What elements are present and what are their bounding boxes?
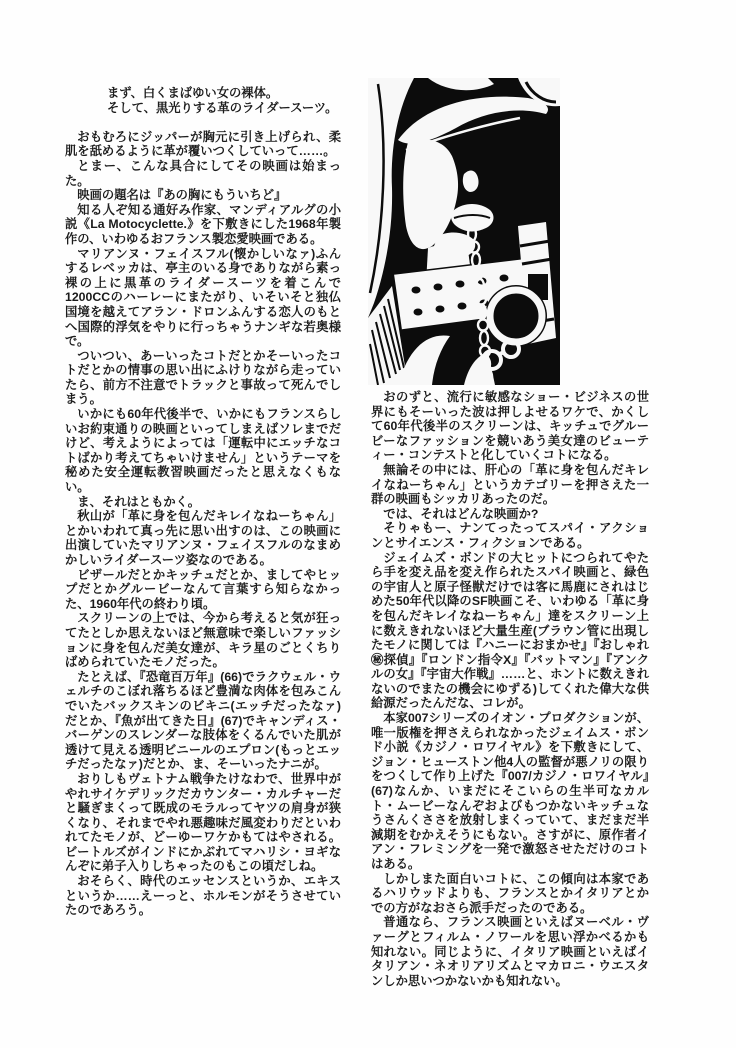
intro-lines <box>107 86 341 115</box>
paragraph: ついつい、あーいったコトだとかそーいったコトだとかの情事の思い出にふけりながら走っていたら、前方不注意でトラックと事故って死んでしまう。 <box>65 348 341 407</box>
paragraph: 知る人ぞ知る通好み作家、マンディアルグの小説《La Motocyclette.》を下敷きにした1968年製作の、いわゆるおフランス製恋愛映画である。 <box>65 202 341 246</box>
paragraph: たとえば、『恐竜百万年』(66)でラクウェル・ウェルチのこぼれ落ちるほど豊満な肉体を包みこんでいたバックスキンのビキニ(エッチだったなァ)だとか、『魚が出てきた日』(67)でキャンディス・バーゲンのスレンダーな肢体をくるんでいた肌が透けて見える透明ビニールのエプロン(もっとエッチだったなァ)だとか、ま、そーいったナニが。 <box>65 669 341 772</box>
paragraph: まず、白くまばゆい女の裸体。 <box>107 86 279 100</box>
paragraph: しかしまた面白いコトに、この傾向は本家であるハリウッドよりも、フランスとかイタリアとかでの方がなおさら派手だったのである。 <box>371 871 649 915</box>
paragraph: 秋山が「革に身を包んだキレイなねーちゃん」とかいわれて真っ先に思い出すのは、この映画に出演していたマリアンヌ・フェイスフルのなまめかしいライダースーツ姿なのである。 <box>65 509 341 567</box>
paragraph: おのずと、流行に敏感なショー・ビジネスの世界にもそーいった波は押しよせるワケで、かくして60年代後半のスクリーンは、キッチュでグルービーなファッションを競いあう美女達のビューティー・コンテストと化していくコトになる。 <box>371 390 649 463</box>
paragraph: ビザールだとかキッチュだとか、ましてやヒップだとかグルービーなんて言葉すら知らなかった、1960年代の終わり頃。 <box>65 567 341 611</box>
left-column-body <box>65 130 341 918</box>
paragraph: 普通なら、フランス映画といえばヌーベル・ヴァーグとフィルム・ノワールを思い浮かべるかも知れない。同じように、イタリア映画といえばイタリアン・ネオリアリズムとマカロニ・ウエスタンしか思いつかないかも知れない。 <box>371 915 649 988</box>
paragraph: 無論その中には、肝心の「革に身を包んだキレイなねーちゃん」というカテゴリーを押さえた一群の映画もシッカリあったのだ。 <box>371 462 649 507</box>
left-text-column <box>65 86 341 918</box>
paragraph: ジェイムズ・ボンドの大ヒットにつられてやたら手を変え品を変え作られたスパイ映画と、緑色の宇宙人と原子怪獣だけでは客に馬鹿にされはじめた50年代以降のSF映画こそ、いわゆる「革に身を包んだキレイなねーちゃん」達をスクリーン上に数えきれないほど大量生産(ブラウン管に出現したモノに関しては『ハニーにおまかせ』『おしゃれ㊙探偵』『ロンドン指令X』『バットマン』『アンクルの女』『宇宙大作戦』……と、ホントに数えきれないのでまたの機会にゆずる)してくれた偉大な供給源だったんだな、コレが。 <box>371 550 649 711</box>
paragraph: では、それはどんな映画か? <box>383 506 539 521</box>
paragraph: とまー、こんな具合にしてその映画は始まった。 <box>65 158 341 188</box>
paragraph: おもむろにジッパーが胸元に引き上げられ、柔肌を舐めるように革が覆いつくしていって……。 <box>65 129 341 159</box>
paragraph: 映画の題名は『あの胸にもういちど』 <box>77 188 287 203</box>
right-column-body <box>371 390 649 988</box>
paragraph: いかにも60年代後半で、いかにもフランスらしいお約束通りの映画といってしまえばソレまでだけど、考えようによっては「運転中にエッチなコトばかり考えてちゃいけません」というテーマを秘めた安全運転教習映画だったと思えなくもない。 <box>65 407 341 495</box>
paragraph: ま、それはともかく。 <box>77 494 201 509</box>
paragraph: 本家007シリーズのイオン・プロダクションが、唯一版権を押さえられなかったジェイムス・ボンド小説《カジノ・ロワイヤル》を下敷きにして、ジョン・ヒューストン他4人の監督が悪ノリの限りをつくして作り上げた『007/カジノ・ロワイヤル』(67)なんか、いまだにそこいらの生半可なカルト・ムービーなんぞおよびもつかないキッチュなうさんくささを放射しまくっていて、まだまだ半減期をむかえそうにもない。さすがに、原作者イアン・フレミングを一発で激怒させただけのコトはある。 <box>371 711 649 871</box>
paragraph: おそらく、時代のエッセンスというか、エキスというか……えーっと、ホルモンがそうさせていたのであろう。 <box>65 874 341 918</box>
paragraph: スクリーンの上では、今から考えると気が狂ってたとしか思えないほど無意味で楽しいファッションに身を包んだ美女達が、キラ星のごとくちりばめられていたモノだった。 <box>65 611 341 670</box>
leather-cap-portrait-illustration <box>368 78 560 385</box>
o-ring <box>485 285 547 347</box>
portrait-illustration-svg <box>368 78 560 385</box>
paragraph: おりしもヴェトナム戦争たけなわで、世界中がやれサイケデリックだカウンター・カルチャーだと騒ぎまくって既成のモラルってヤツの肩身が狭くなり、それまでやれ悪趣味だ風変わりだといわれてたモノが、どーゆーワケかもてはやされる。ビートルズがインドにかぶれてマハリシ・ヨギなんぞに弟子入りしちゃったのもこの頃だしね。 <box>65 771 341 874</box>
right-text-column <box>371 390 649 988</box>
paragraph: そりゃもー、ナンてったってスパイ・アクションとサイエンス・フィクションである。 <box>371 521 649 550</box>
paragraph: そして、黒光りする革のライダースーツ。 <box>107 100 338 115</box>
paragraph: マリアンヌ・フェイスフル(懐かしいなァ)ふんするレベッカは、亭主のいる身でありながら素っ裸の上に黒革のライダースーツを着こんで1200CCのハーレーにまたがり、いそいそと独仏国境を越えてアラン・ドロンふんする恋人のもとへ国際的浮気をやりに行っちゃうナンギな若奥様で。 <box>65 246 341 349</box>
